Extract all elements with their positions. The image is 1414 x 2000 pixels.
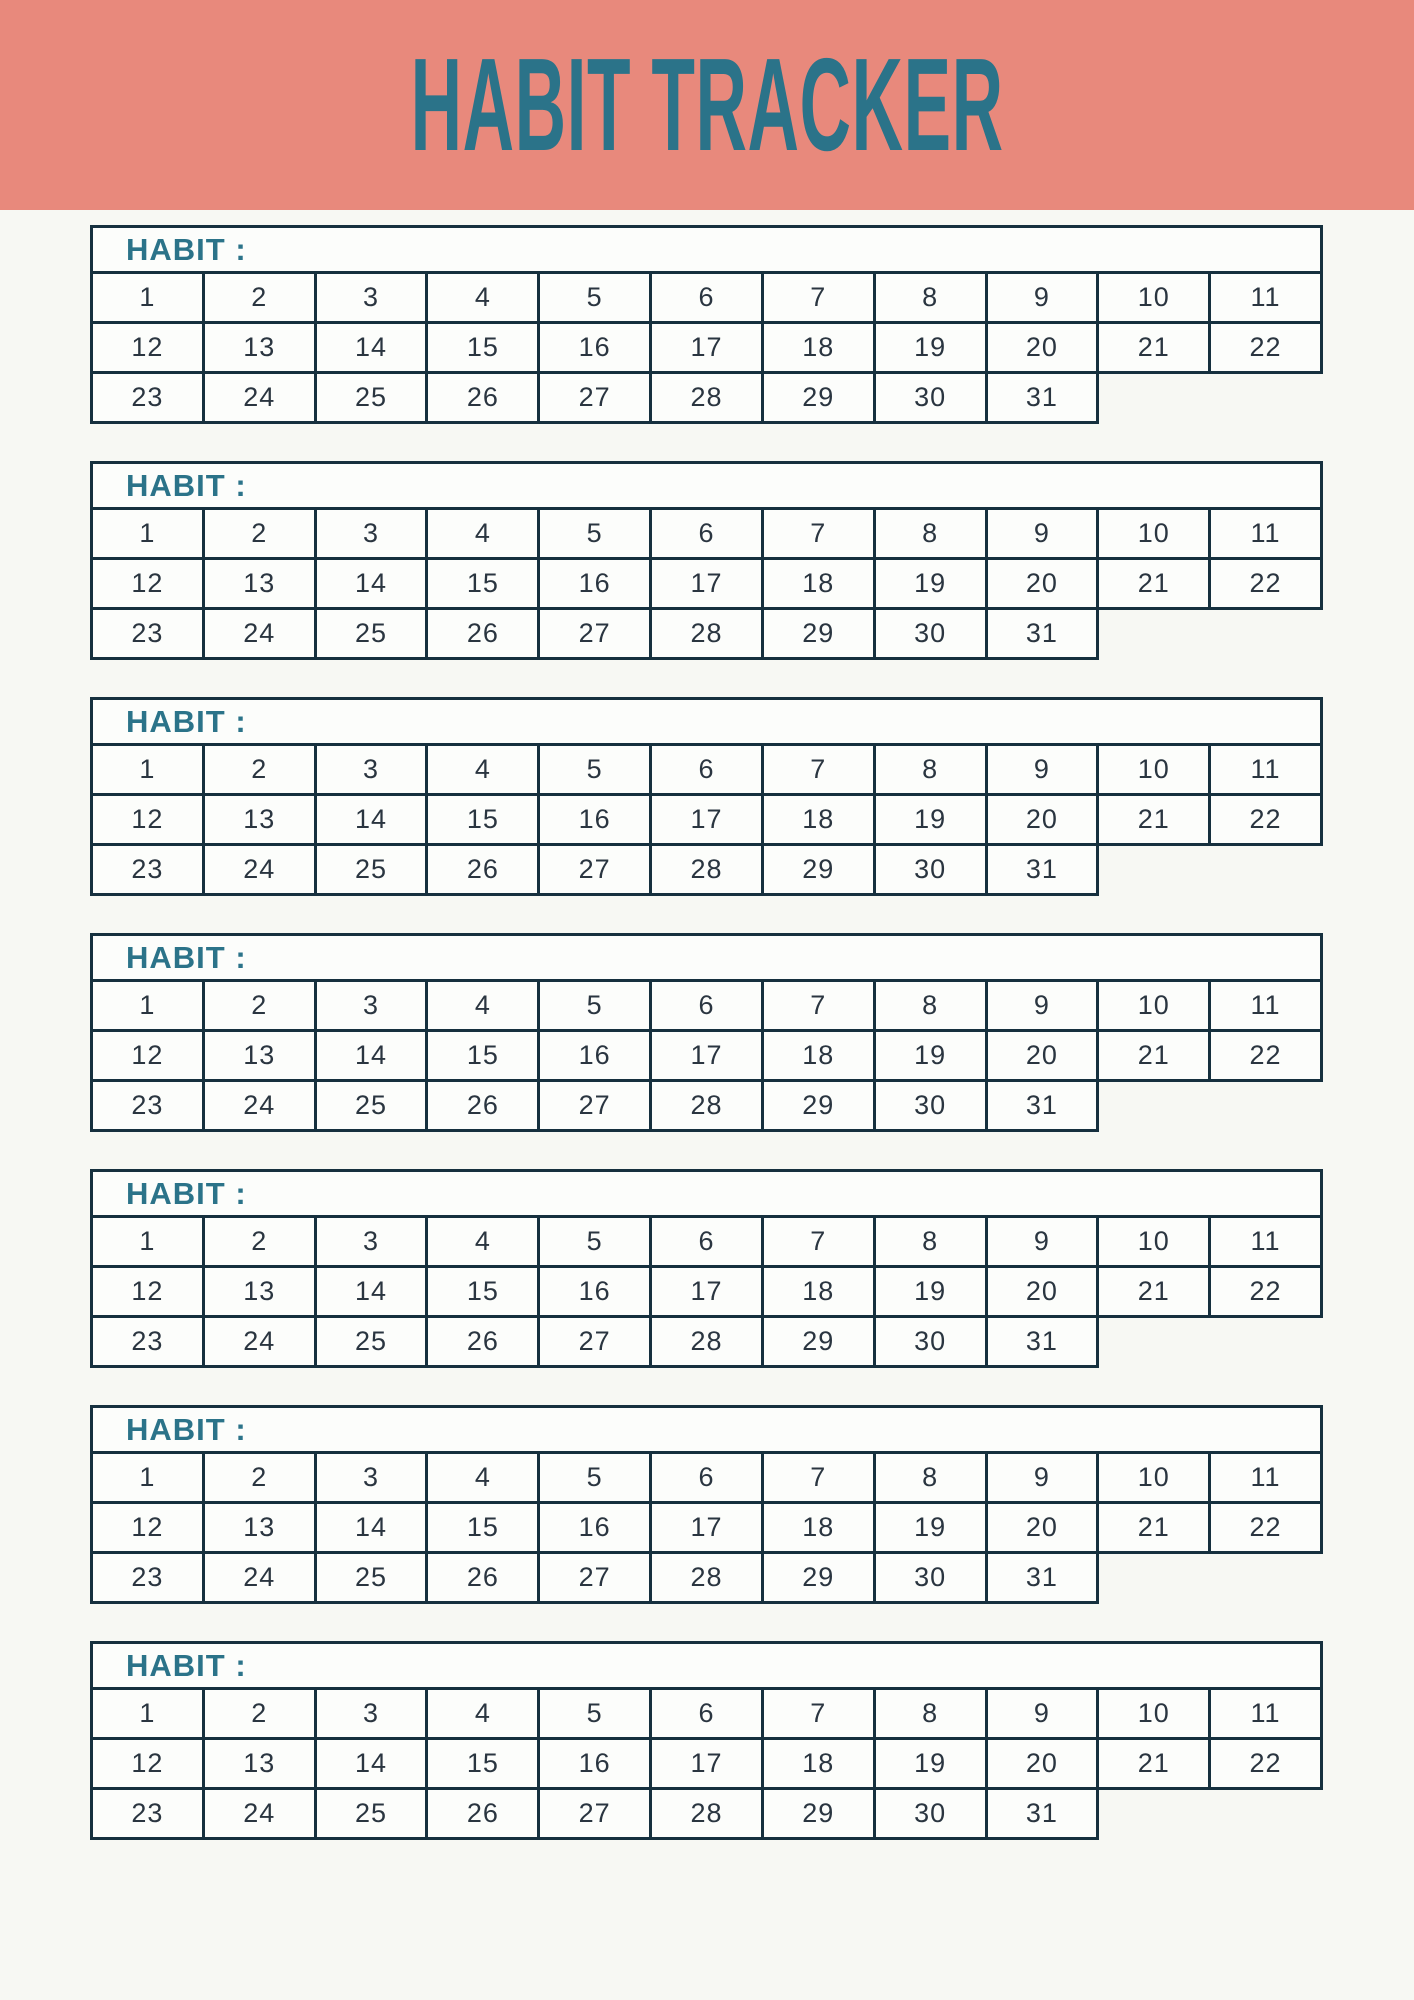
day-cell-19[interactable]: 19 [874,1031,986,1081]
day-cell-20[interactable]: 20 [986,1739,1098,1789]
day-cell-16[interactable]: 16 [539,1267,651,1317]
day-cell-19[interactable]: 19 [874,559,986,609]
day-cell-25[interactable]: 25 [315,1317,427,1367]
empty-space [1098,845,1210,895]
day-cell-24[interactable]: 24 [203,609,315,659]
day-cell-24[interactable]: 24 [203,373,315,423]
day-cell-13[interactable]: 13 [203,559,315,609]
day-cell-6[interactable]: 6 [651,745,763,795]
day-cell-26[interactable]: 26 [427,1553,539,1603]
day-cell-4[interactable]: 4 [427,509,539,559]
day-cell-7[interactable]: 7 [762,509,874,559]
banner [0,0,1414,210]
day-cell-13[interactable]: 13 [203,1739,315,1789]
habit-block [90,461,1323,660]
day-cell-11[interactable]: 11 [1210,981,1322,1031]
day-cell-15[interactable]: 15 [427,1267,539,1317]
day-cell-9[interactable]: 9 [986,981,1098,1031]
day-cell-1[interactable]: 1 [92,1453,204,1503]
day-cell-27[interactable]: 27 [539,373,651,423]
day-cell-6[interactable]: 6 [651,273,763,323]
day-cell-22[interactable]: 22 [1210,1503,1322,1553]
empty-space [1210,1081,1322,1131]
day-cell-26[interactable]: 26 [427,845,539,895]
day-cell-16[interactable]: 16 [539,1503,651,1553]
day-cell-7[interactable]: 7 [762,1453,874,1503]
day-cell-15[interactable]: 15 [427,1031,539,1081]
day-cell-23[interactable]: 23 [92,1317,204,1367]
day-cell-9[interactable]: 9 [986,509,1098,559]
day-cell-17[interactable]: 17 [651,1031,763,1081]
day-cell-31[interactable]: 31 [986,373,1098,423]
day-cell-30[interactable]: 30 [874,1789,986,1839]
day-cell-9[interactable]: 9 [986,745,1098,795]
habit-label: HABIT : [126,1175,247,1211]
day-cell-13[interactable]: 13 [203,795,315,845]
habit-label: HABIT : [126,1647,247,1683]
day-cell-14[interactable]: 14 [315,1031,427,1081]
day-cell-3[interactable]: 3 [315,273,427,323]
day-cell-11[interactable]: 11 [1210,1689,1322,1739]
day-cell-17[interactable]: 17 [651,1503,763,1553]
day-cell-11[interactable]: 11 [1210,1217,1322,1267]
day-cell-21[interactable]: 21 [1098,559,1210,609]
day-cell-19[interactable]: 19 [874,1739,986,1789]
day-cell-22[interactable]: 22 [1210,323,1322,373]
day-cell-10[interactable]: 10 [1098,745,1210,795]
day-cell-30[interactable]: 30 [874,845,986,895]
day-cell-4[interactable]: 4 [427,981,539,1031]
day-cell-30[interactable]: 30 [874,609,986,659]
day-cell-6[interactable]: 6 [651,1689,763,1739]
habit-label: HABIT : [126,939,247,975]
day-cell-19[interactable]: 19 [874,1267,986,1317]
day-cell-31[interactable]: 31 [986,1789,1098,1839]
day-cell-23[interactable]: 23 [92,1081,204,1131]
day-cell-20[interactable]: 20 [986,1267,1098,1317]
empty-space [1210,609,1322,659]
day-cell-9[interactable]: 9 [986,273,1098,323]
page-title: HABIT TRACKER [410,31,1004,178]
day-cell-24[interactable]: 24 [203,1789,315,1839]
day-cell-25[interactable]: 25 [315,1789,427,1839]
day-cell-17[interactable]: 17 [651,323,763,373]
day-cell-1[interactable]: 1 [92,1689,204,1739]
day-cell-22[interactable]: 22 [1210,1267,1322,1317]
day-cell-4[interactable]: 4 [427,273,539,323]
day-cell-10[interactable]: 10 [1098,1453,1210,1503]
day-cell-11[interactable]: 11 [1210,745,1322,795]
empty-space [1210,373,1322,423]
day-cell-29[interactable]: 29 [762,1317,874,1367]
day-cell-18[interactable]: 18 [762,323,874,373]
day-cell-25[interactable]: 25 [315,609,427,659]
day-cell-21[interactable]: 21 [1098,1739,1210,1789]
day-cell-23[interactable]: 23 [92,1789,204,1839]
day-cell-14[interactable]: 14 [315,1503,427,1553]
day-cell-16[interactable]: 16 [539,323,651,373]
day-cell-13[interactable]: 13 [203,1267,315,1317]
day-cell-5[interactable]: 5 [539,273,651,323]
day-cell-1[interactable]: 1 [92,745,204,795]
empty-space [1098,609,1210,659]
day-cell-25[interactable]: 25 [315,373,427,423]
day-cell-21[interactable]: 21 [1098,795,1210,845]
day-cell-3[interactable]: 3 [315,509,427,559]
day-cell-14[interactable]: 14 [315,323,427,373]
day-cell-5[interactable]: 5 [539,1689,651,1739]
day-cell-16[interactable]: 16 [539,1031,651,1081]
day-cell-26[interactable]: 26 [427,609,539,659]
day-cell-15[interactable]: 15 [427,559,539,609]
day-cell-29[interactable]: 29 [762,609,874,659]
day-cell-20[interactable]: 20 [986,795,1098,845]
day-cell-14[interactable]: 14 [315,559,427,609]
day-cell-5[interactable]: 5 [539,745,651,795]
day-cell-11[interactable]: 11 [1210,1453,1322,1503]
day-cell-10[interactable]: 10 [1098,509,1210,559]
day-cell-28[interactable]: 28 [651,1081,763,1131]
day-cell-7[interactable]: 7 [762,745,874,795]
day-cell-12[interactable]: 12 [92,1031,204,1081]
day-cell-13[interactable]: 13 [203,323,315,373]
day-cell-17[interactable]: 17 [651,1739,763,1789]
habit-name-field[interactable] [92,227,1322,273]
day-cell-6[interactable]: 6 [651,1453,763,1503]
day-cell-19[interactable]: 19 [874,795,986,845]
day-cell-18[interactable]: 18 [762,1739,874,1789]
day-cell-16[interactable]: 16 [539,559,651,609]
day-cell-4[interactable]: 4 [427,745,539,795]
day-cell-3[interactable]: 3 [315,1453,427,1503]
day-cell-26[interactable]: 26 [427,1789,539,1839]
day-cell-21[interactable]: 21 [1098,1267,1210,1317]
day-cell-11[interactable]: 11 [1210,509,1322,559]
day-cell-8[interactable]: 8 [874,509,986,559]
empty-space [1210,845,1322,895]
day-cell-25[interactable]: 25 [315,1081,427,1131]
day-cell-29[interactable]: 29 [762,1553,874,1603]
day-cell-8[interactable]: 8 [874,1217,986,1267]
day-cell-10[interactable]: 10 [1098,1689,1210,1739]
day-cell-12[interactable]: 12 [92,1267,204,1317]
day-cell-2[interactable]: 2 [203,981,315,1031]
empty-space [1210,1789,1322,1839]
day-cell-8[interactable]: 8 [874,745,986,795]
day-cell-18[interactable]: 18 [762,1031,874,1081]
day-cell-26[interactable]: 26 [427,1081,539,1131]
day-cell-17[interactable]: 17 [651,559,763,609]
day-cell-2[interactable]: 2 [203,1453,315,1503]
empty-space [1098,1317,1210,1367]
day-cell-28[interactable]: 28 [651,1317,763,1367]
day-cell-15[interactable]: 15 [427,795,539,845]
day-cell-2[interactable]: 2 [203,1689,315,1739]
day-cell-28[interactable]: 28 [651,845,763,895]
day-cell-18[interactable]: 18 [762,1267,874,1317]
habit-name-field[interactable] [92,1171,1322,1217]
habit-label: HABIT : [126,467,247,503]
day-cell-7[interactable]: 7 [762,1689,874,1739]
day-cell-12[interactable]: 12 [92,323,204,373]
day-cell-21[interactable]: 21 [1098,1031,1210,1081]
day-cell-3[interactable]: 3 [315,745,427,795]
day-cell-9[interactable]: 9 [986,1689,1098,1739]
day-cell-5[interactable]: 5 [539,509,651,559]
day-cell-3[interactable]: 3 [315,1217,427,1267]
day-cell-24[interactable]: 24 [203,1081,315,1131]
day-cell-22[interactable]: 22 [1210,795,1322,845]
day-cell-17[interactable]: 17 [651,1267,763,1317]
day-cell-23[interactable]: 23 [92,373,204,423]
habit-label: HABIT : [126,231,247,267]
day-cell-21[interactable]: 21 [1098,323,1210,373]
day-cell-2[interactable]: 2 [203,273,315,323]
day-cell-16[interactable]: 16 [539,795,651,845]
day-cell-7[interactable]: 7 [762,273,874,323]
day-cell-29[interactable]: 29 [762,373,874,423]
day-cell-29[interactable]: 29 [762,845,874,895]
day-cell-2[interactable]: 2 [203,1217,315,1267]
day-cell-1[interactable]: 1 [92,981,204,1031]
habit-name-field[interactable] [92,1643,1322,1689]
day-cell-20[interactable]: 20 [986,1503,1098,1553]
day-cell-22[interactable]: 22 [1210,1031,1322,1081]
day-cell-29[interactable]: 29 [762,1789,874,1839]
day-cell-14[interactable]: 14 [315,795,427,845]
day-cell-10[interactable]: 10 [1098,273,1210,323]
day-cell-15[interactable]: 15 [427,1739,539,1789]
day-cell-8[interactable]: 8 [874,273,986,323]
habit-block [90,1641,1323,1840]
empty-space [1098,1553,1210,1603]
day-cell-10[interactable]: 10 [1098,1217,1210,1267]
day-cell-7[interactable]: 7 [762,1217,874,1267]
day-cell-22[interactable]: 22 [1210,559,1322,609]
day-cell-7[interactable]: 7 [762,981,874,1031]
day-cell-20[interactable]: 20 [986,559,1098,609]
day-cell-8[interactable]: 8 [874,1453,986,1503]
empty-space [1098,1789,1210,1839]
day-cell-23[interactable]: 23 [92,1553,204,1603]
day-cell-20[interactable]: 20 [986,1031,1098,1081]
habit-name-field[interactable] [92,699,1322,745]
day-cell-27[interactable]: 27 [539,609,651,659]
day-cell-3[interactable]: 3 [315,981,427,1031]
day-cell-14[interactable]: 14 [315,1739,427,1789]
day-cell-26[interactable]: 26 [427,373,539,423]
day-cell-27[interactable]: 27 [539,1789,651,1839]
day-cell-1[interactable]: 1 [92,509,204,559]
day-cell-6[interactable]: 6 [651,509,763,559]
day-cell-9[interactable]: 9 [986,1453,1098,1503]
day-cell-12[interactable]: 12 [92,1503,204,1553]
day-cell-28[interactable]: 28 [651,609,763,659]
day-cell-18[interactable]: 18 [762,1503,874,1553]
day-cell-8[interactable]: 8 [874,1689,986,1739]
day-cell-13[interactable]: 13 [203,1031,315,1081]
day-cell-31[interactable]: 31 [986,845,1098,895]
day-cell-31[interactable]: 31 [986,1317,1098,1367]
day-cell-24[interactable]: 24 [203,1553,315,1603]
habit-block [90,697,1323,896]
day-cell-26[interactable]: 26 [427,1317,539,1367]
day-cell-28[interactable]: 28 [651,1789,763,1839]
day-cell-2[interactable]: 2 [203,745,315,795]
day-cell-19[interactable]: 19 [874,1503,986,1553]
day-cell-18[interactable]: 18 [762,795,874,845]
day-cell-4[interactable]: 4 [427,1217,539,1267]
day-cell-25[interactable]: 25 [315,845,427,895]
day-cell-12[interactable]: 12 [92,1739,204,1789]
day-cell-10[interactable]: 10 [1098,981,1210,1031]
day-cell-18[interactable]: 18 [762,559,874,609]
day-cell-31[interactable]: 31 [986,1081,1098,1131]
habit-block [90,1169,1323,1368]
empty-space [1098,1081,1210,1131]
day-cell-12[interactable]: 12 [92,795,204,845]
day-cell-5[interactable]: 5 [539,1217,651,1267]
day-cell-28[interactable]: 28 [651,373,763,423]
day-cell-4[interactable]: 4 [427,1453,539,1503]
empty-space [1210,1553,1322,1603]
habit-name-field[interactable] [92,935,1322,981]
habit-block [90,1405,1323,1604]
day-cell-15[interactable]: 15 [427,1503,539,1553]
day-cell-8[interactable]: 8 [874,981,986,1031]
day-cell-17[interactable]: 17 [651,795,763,845]
day-cell-20[interactable]: 20 [986,323,1098,373]
day-cell-14[interactable]: 14 [315,1267,427,1317]
day-cell-19[interactable]: 19 [874,323,986,373]
habit-block [90,933,1323,1132]
day-cell-9[interactable]: 9 [986,1217,1098,1267]
day-cell-12[interactable]: 12 [92,559,204,609]
habit-label: HABIT : [126,1411,247,1447]
day-cell-6[interactable]: 6 [651,1217,763,1267]
empty-space [1098,373,1210,423]
habit-block [90,225,1323,424]
day-cell-23[interactable]: 23 [92,845,204,895]
day-cell-27[interactable]: 27 [539,845,651,895]
day-cell-30[interactable]: 30 [874,373,986,423]
habit-name-field[interactable] [92,463,1322,509]
day-cell-23[interactable]: 23 [92,609,204,659]
habit-name-field[interactable] [92,1407,1322,1453]
day-cell-16[interactable]: 16 [539,1739,651,1789]
day-cell-5[interactable]: 5 [539,1453,651,1503]
day-cell-27[interactable]: 27 [539,1317,651,1367]
day-cell-28[interactable]: 28 [651,1553,763,1603]
day-cell-25[interactable]: 25 [315,1553,427,1603]
day-cell-31[interactable]: 31 [986,609,1098,659]
habit-blocks-container [0,210,1414,1840]
day-cell-21[interactable]: 21 [1098,1503,1210,1553]
day-cell-1[interactable]: 1 [92,1217,204,1267]
day-cell-27[interactable]: 27 [539,1081,651,1131]
day-cell-4[interactable]: 4 [427,1689,539,1739]
day-cell-2[interactable]: 2 [203,509,315,559]
habit-label: HABIT : [126,703,247,739]
day-cell-31[interactable]: 31 [986,1553,1098,1603]
day-cell-24[interactable]: 24 [203,845,315,895]
day-cell-24[interactable]: 24 [203,1317,315,1367]
day-cell-5[interactable]: 5 [539,981,651,1031]
day-cell-1[interactable]: 1 [92,273,204,323]
day-cell-15[interactable]: 15 [427,323,539,373]
day-cell-27[interactable]: 27 [539,1553,651,1603]
day-cell-6[interactable]: 6 [651,981,763,1031]
day-cell-22[interactable]: 22 [1210,1739,1322,1789]
day-cell-13[interactable]: 13 [203,1503,315,1553]
day-cell-30[interactable]: 30 [874,1553,986,1603]
day-cell-3[interactable]: 3 [315,1689,427,1739]
day-cell-30[interactable]: 30 [874,1081,986,1131]
day-cell-30[interactable]: 30 [874,1317,986,1367]
empty-space [1210,1317,1322,1367]
day-cell-11[interactable]: 11 [1210,273,1322,323]
day-cell-29[interactable]: 29 [762,1081,874,1131]
